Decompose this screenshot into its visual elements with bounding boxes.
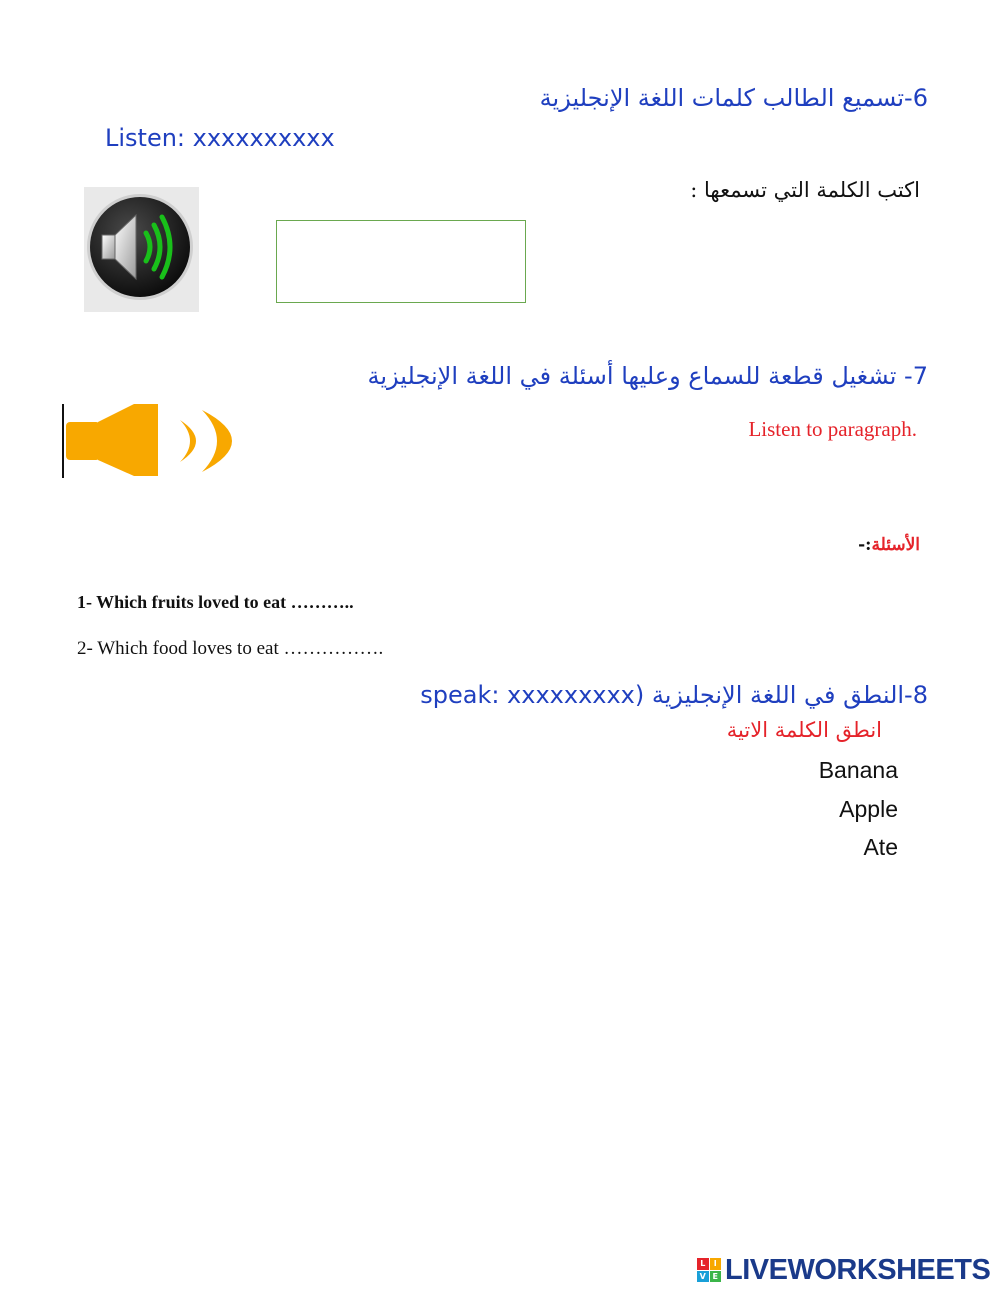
logo-letter: L <box>697 1258 709 1270</box>
listen-label: Listen: xxxxxxxxxx <box>105 124 335 152</box>
questions-heading <box>858 535 920 555</box>
logo-letter: E <box>710 1271 722 1283</box>
speak-word: Banana <box>818 757 898 783</box>
answer-input[interactable] <box>276 220 526 303</box>
write-word-instruction: اكتب الكلمة التي تسمعها : <box>690 178 920 202</box>
question-item: 1- Which fruits loved to eat ……….. <box>77 592 354 612</box>
play-paragraph-audio-button[interactable] <box>62 400 257 482</box>
logo-letter: I <box>710 1258 722 1270</box>
listen-paragraph-label: Listen to paragraph. <box>748 417 917 441</box>
section-7-heading: 7- تشغيل قطعة للسماع وعليها أسئلة في اللغة الإنجليزية <box>367 362 928 390</box>
logo-letter: V <box>697 1271 709 1283</box>
questions-heading-label: الأسئلة <box>871 535 920 555</box>
speak-word: Apple <box>839 796 898 822</box>
speaker-volume-icon <box>84 187 199 312</box>
speak-word-instruction: انطق الكلمة الاتية <box>726 718 882 742</box>
questions-heading-suffix: :- <box>858 535 872 555</box>
liveworksheets-logo-icon <box>697 1258 721 1282</box>
play-word-audio-button[interactable] <box>84 187 199 312</box>
section-6-heading: 6-تسميع الطالب كلمات اللغة الإنجليزية <box>539 84 928 112</box>
section-8-heading: 8-النطق في اللغة الإنجليزية (speak: xxxxxxxxx <box>420 681 928 709</box>
speak-word: Ate <box>863 834 898 860</box>
liveworksheets-wordmark: LIVEWORKSHEETS <box>725 1253 991 1286</box>
liveworksheets-brand <box>697 1255 990 1285</box>
question-item: 2- Which food loves to eat ……………. <box>77 638 384 659</box>
orange-speaker-icon <box>62 400 257 482</box>
